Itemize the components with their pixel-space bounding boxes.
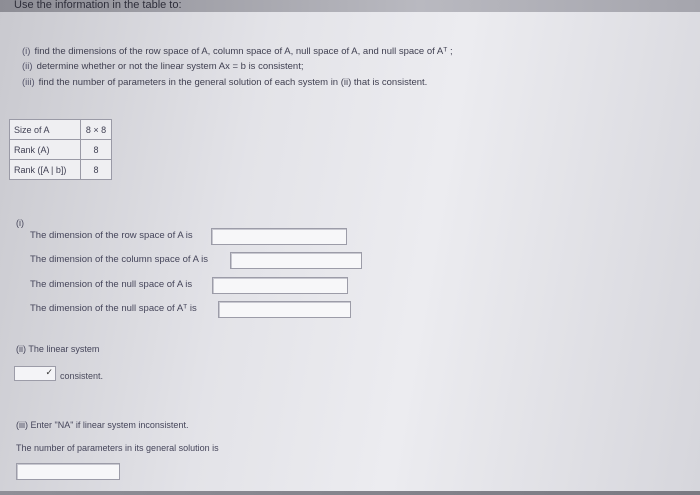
answer-parameters-input[interactable]	[16, 463, 120, 480]
answer-null-space-input[interactable]	[212, 277, 348, 294]
table-cell-value: 8	[81, 140, 112, 160]
instruction-number: (i)	[22, 46, 31, 57]
table-row	[10, 120, 112, 140]
bottom-edge	[0, 491, 700, 495]
page-title: Use the information in the table to:	[14, 0, 182, 11]
instruction-text: find the dimensions of the row space of A, column space of A, null space of A, and null space of Aᵀ ;	[34, 46, 453, 57]
question-column-space: The dimension of the column space of A is	[30, 254, 208, 265]
consistency-suffix: consistent.	[60, 371, 104, 381]
part-i-label: (i)	[16, 218, 24, 228]
instruction-iii	[22, 77, 427, 88]
instruction-text: find the number of parameters in the general solution of each system in (ii) that is consistent.	[38, 77, 428, 88]
table-cell-value: 8 × 8	[81, 120, 112, 140]
info-table	[9, 119, 112, 180]
table-cell-value: 8	[81, 160, 112, 180]
answer-null-space-transpose-input[interactable]	[218, 301, 351, 318]
question-null-space-transpose: The dimension of the null space of Aᵀ is	[30, 303, 197, 314]
question-parameters: The number of parameters in its general solution is	[16, 443, 219, 453]
part-iii-label: (iii) Enter "NA" if linear system inconsistent.	[16, 420, 189, 430]
question-row-space: The dimension of the row space of A is	[30, 230, 193, 241]
instruction-i	[22, 46, 453, 57]
instruction-number: (iii)	[22, 77, 35, 88]
instruction-number: (ii)	[22, 61, 33, 72]
table-cell-label: Rank (A)	[10, 140, 81, 160]
table-row	[10, 140, 112, 160]
answer-column-space-input[interactable]	[230, 252, 362, 269]
answer-row-space-input[interactable]	[211, 228, 347, 245]
chevron-down-icon: ✓	[45, 367, 53, 377]
instruction-ii	[22, 61, 304, 72]
part-ii-label: (ii) The linear system	[16, 344, 100, 354]
consistency-select[interactable]	[14, 366, 56, 381]
instruction-text: determine whether or not the linear system Ax = b is consistent;	[36, 61, 304, 72]
table-row	[10, 160, 112, 180]
table-cell-label: Size of A	[10, 120, 81, 140]
question-null-space: The dimension of the null space of A is	[30, 279, 193, 290]
table-cell-label: Rank ([A | b])	[10, 160, 81, 180]
